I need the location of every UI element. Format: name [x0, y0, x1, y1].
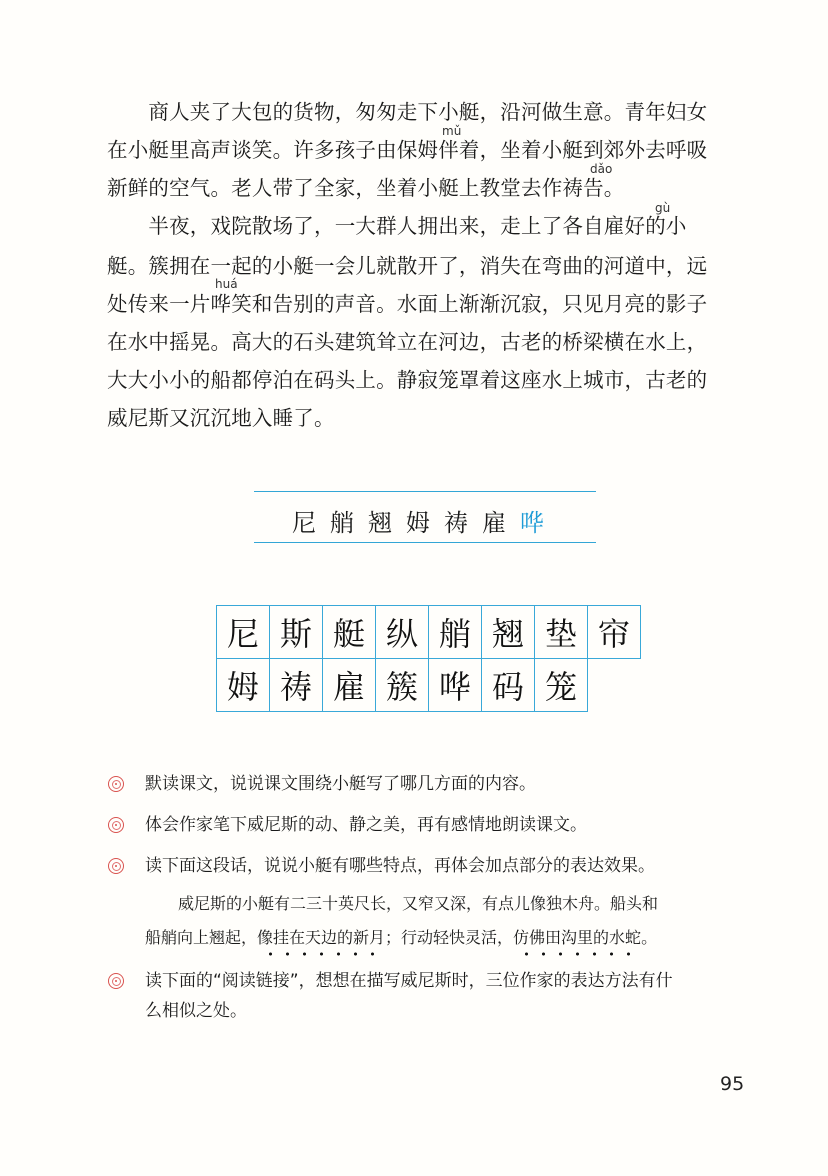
- exercise-bullet-icon: [108, 973, 124, 989]
- grid-cell: 艇: [322, 605, 376, 659]
- pinyin-mu: mǔ: [442, 124, 462, 138]
- grid-cell: 艄: [428, 605, 482, 659]
- exercise-4-line-2: 么相似之处。: [145, 1001, 247, 1021]
- emphasized-phrase-2: [513, 928, 641, 947]
- emphasized-text: 仿佛田沟里的水蛇: [513, 928, 642, 947]
- quote-line-2: [145, 927, 657, 949]
- banner-bottom-rule: [254, 542, 596, 543]
- recognize-chars: 尼艄翘姆祷雇: [292, 509, 520, 537]
- grid-cell: 笼: [534, 658, 588, 712]
- quote-text: 。: [641, 928, 658, 947]
- writing-grid-row-2: [216, 659, 641, 712]
- exercise-2: 体会作家笔下威尼斯的动、静之美，再有感情地朗读课文。: [145, 815, 587, 835]
- pinyin-gu: gù: [655, 201, 671, 215]
- grid-cell: 姆: [216, 658, 270, 712]
- grid-cell: 尼: [216, 605, 270, 659]
- quote-text: 船艄向上翘起，: [145, 928, 258, 947]
- emphasis-dots: [257, 952, 385, 956]
- p2-line-2: 艇。簇拥在一起的小艇一会儿就散开了，消失在弯曲的河道中，远: [107, 254, 708, 278]
- emphasized-phrase-1: [257, 928, 385, 947]
- p2-line-4: 在水中摇晃。高大的石头建筑耸立在河边，古老的桥梁横在水上，: [107, 330, 708, 354]
- page-number: 95: [720, 1073, 745, 1095]
- grid-cell: 翘: [481, 605, 535, 659]
- exercise-bullet-icon: [108, 858, 124, 874]
- banner-top-rule: [254, 491, 596, 492]
- grid-cell: 哗: [428, 658, 482, 712]
- recognize-chars-banner: [254, 503, 596, 538]
- writing-grid-row-1: [216, 606, 641, 659]
- grid-cell: 垫: [534, 605, 588, 659]
- quote-line-1: 威尼斯的小艇有二三十英尺长，又窄又深，有点儿像独木舟。船头和: [178, 894, 659, 913]
- p2-line-5: 大大小小的船都停泊在码头上。静寂笼罩着这座水上城市，古老的: [107, 368, 708, 392]
- p1-line-2: 在小艇里高声谈笑。许多孩子由保姆伴着，坐着小艇到郊外去呼吸: [107, 138, 708, 162]
- quote-text: ；行动轻快灵活，: [385, 928, 514, 947]
- exercise-bullet-icon: [108, 776, 124, 792]
- grid-cell: 纵: [375, 605, 429, 659]
- exercise-4-line-1: 读下面的“阅读链接”，想想在描写威尼斯时，三位作家的表达方法有什: [145, 971, 673, 991]
- emphasized-text: 像挂在天边的新月: [257, 928, 386, 947]
- grid-cell: 帘: [587, 605, 641, 659]
- exercise-3: 读下面这段话，说说小艇有哪些特点，再体会加点部分的表达效果。: [145, 856, 655, 876]
- pinyin-hua: huá: [215, 277, 238, 291]
- emphasis-dots: [513, 952, 641, 956]
- grid-cell: 簇: [375, 658, 429, 712]
- pinyin-dao: dǎo: [590, 162, 613, 176]
- p1-line-3: 新鲜的空气。老人带了全家，坐着小艇上教堂去作祷告。: [107, 176, 625, 200]
- p2-line-3: 处传来一片哗笑和告别的声音。水面上渐渐沉寂，只见月亮的影子: [107, 292, 708, 316]
- p2-line-6: 威尼斯又沉沉地入睡了。: [107, 406, 335, 430]
- grid-cell: 雇: [322, 658, 376, 712]
- grid-cell: 斯: [269, 605, 323, 659]
- grid-cell: 码: [481, 658, 535, 712]
- recognize-char-highlight: 哗: [520, 509, 558, 537]
- p2-line-1: 半夜，戏院散场了，一大群人拥出来，走上了各自雇好的小: [107, 214, 687, 238]
- writing-grid: [216, 606, 641, 712]
- grid-cell: 祷: [269, 658, 323, 712]
- p1-line-1: 商人夹了大包的货物，匆匆走下小艇，沿河做生意。青年妇女: [107, 100, 708, 124]
- exercise-1: 默读课文，说说课文围绕小艇写了哪几方面的内容。: [145, 774, 536, 794]
- exercise-bullet-icon: [108, 817, 124, 833]
